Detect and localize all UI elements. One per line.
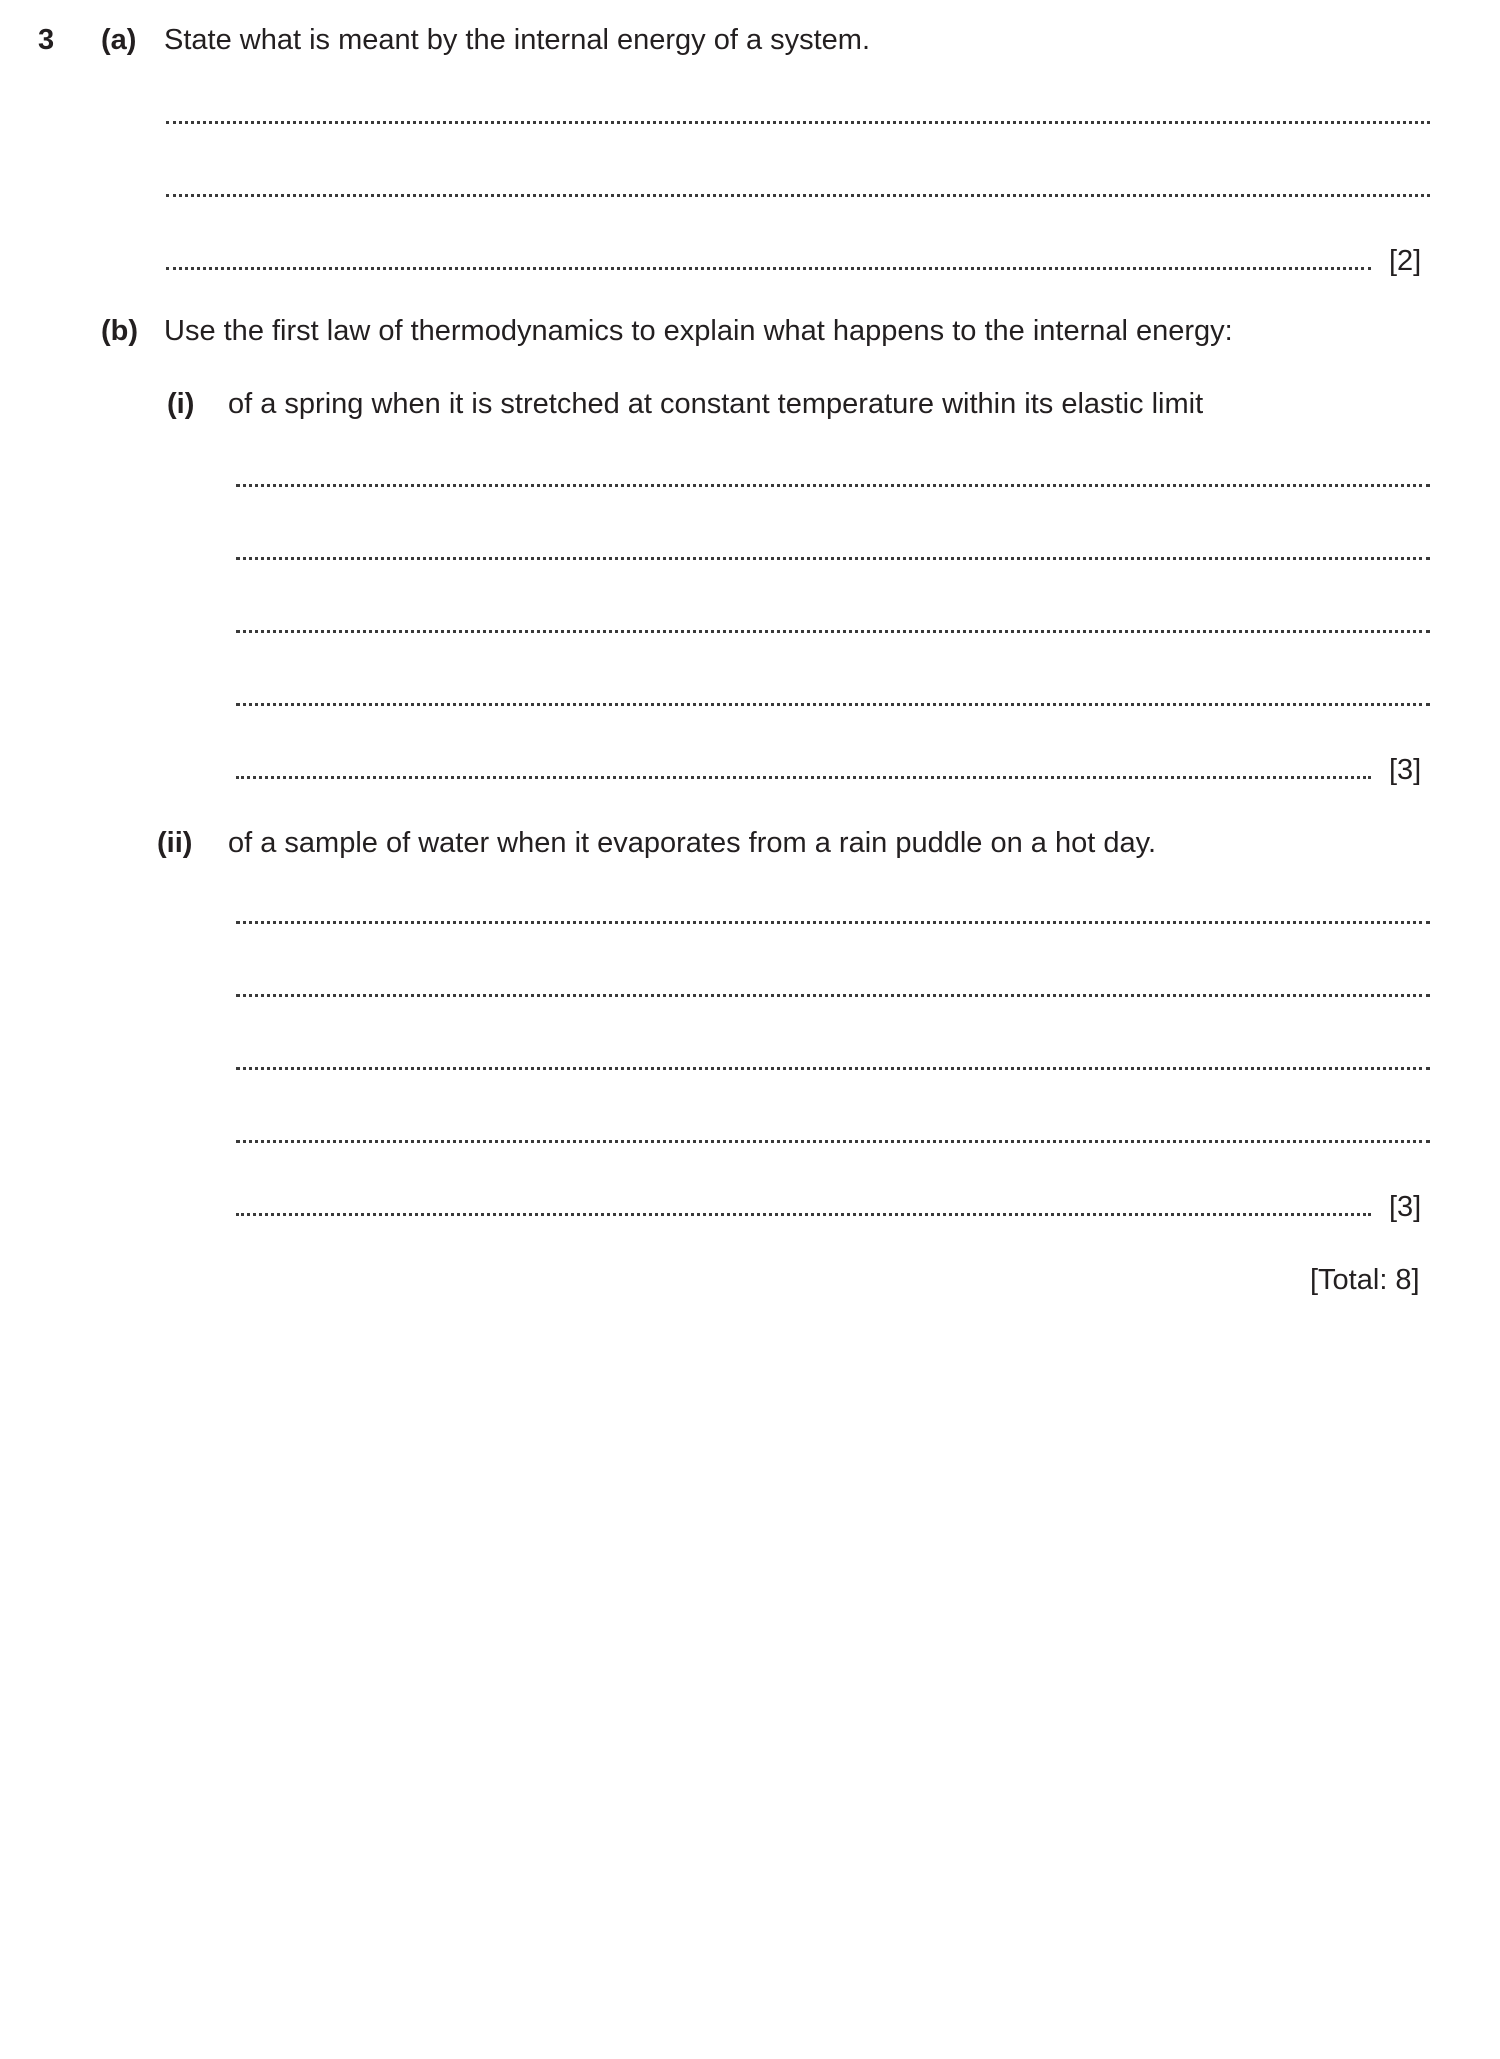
part-b-label: (b) (101, 315, 139, 347)
answer-line[interactable] (236, 1067, 1430, 1070)
answer-line[interactable] (236, 557, 1430, 560)
part-b-prompt: Use the first law of thermodynamics to explain what happens to the internal energy: (164, 315, 1233, 347)
part-a-marks: [2] (1389, 245, 1422, 277)
answer-line[interactable] (166, 194, 1430, 197)
sub-i-prompt: of a spring when it is stretched at constant temperature within its elastic limit (228, 388, 1204, 420)
sub-ii-label: (ii) (157, 827, 193, 859)
answer-line[interactable] (236, 630, 1430, 633)
total-marks: [Total: 8] (1310, 1264, 1420, 1296)
answer-line[interactable] (236, 1140, 1430, 1143)
sub-i-label: (i) (167, 388, 195, 420)
answer-line[interactable] (236, 1213, 1371, 1216)
question-number: 3 (38, 24, 55, 56)
part-a-label: (a) (101, 24, 137, 56)
sub-ii-marks: [3] (1389, 1191, 1422, 1223)
answer-line[interactable] (236, 994, 1430, 997)
answer-line[interactable] (236, 703, 1430, 706)
part-a-prompt: State what is meant by the internal energy of a system. (164, 24, 871, 56)
answer-line[interactable] (166, 121, 1430, 124)
answer-line[interactable] (166, 267, 1371, 270)
sub-ii-prompt: of a sample of water when it evaporates from a rain puddle on a hot day. (228, 827, 1156, 859)
answer-line[interactable] (236, 921, 1430, 924)
answer-line[interactable] (236, 776, 1371, 779)
answer-line[interactable] (236, 484, 1430, 487)
sub-i-marks: [3] (1389, 754, 1422, 786)
